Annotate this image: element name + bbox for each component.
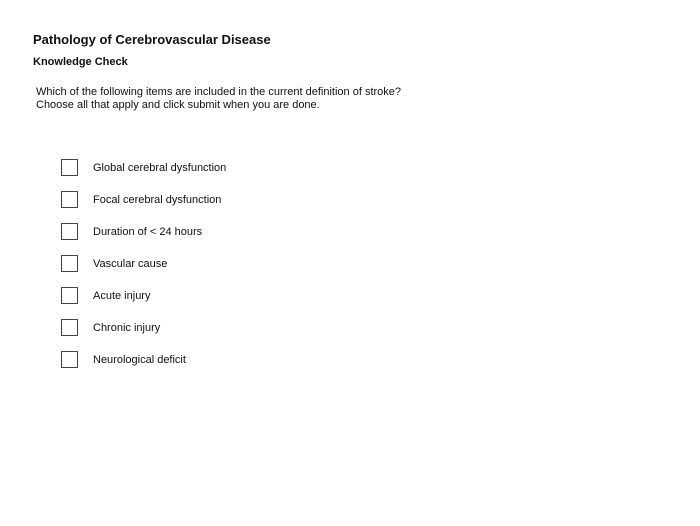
option-global-cerebral-dysfunction[interactable] — [61, 157, 226, 178]
checkbox[interactable] — [61, 351, 78, 368]
option-neurological-deficit[interactable] — [61, 349, 226, 370]
option-duration-under-24-hours[interactable] — [61, 221, 226, 242]
page-title: Pathology of Cerebrovascular Disease — [33, 32, 271, 47]
checkbox[interactable] — [61, 287, 78, 304]
option-label: Duration of < 24 hours — [93, 225, 203, 238]
question-text — [36, 86, 401, 112]
checkbox[interactable] — [61, 319, 78, 336]
option-label: Global cerebral dysfunction — [93, 161, 227, 174]
instruction-line: Choose all that apply and click submit when you are done. — [36, 99, 320, 111]
option-label: Chronic injury — [93, 321, 161, 334]
checkbox[interactable] — [61, 191, 78, 208]
option-acute-injury[interactable] — [61, 285, 226, 306]
option-label: Focal cerebral dysfunction — [93, 193, 222, 206]
option-chronic-injury[interactable] — [61, 317, 226, 338]
section-subtitle: Knowledge Check — [33, 56, 128, 68]
option-vascular-cause[interactable] — [61, 253, 226, 274]
answer-options-list — [61, 157, 226, 381]
option-label: Acute injury — [93, 289, 151, 302]
question-line: Which of the following items are included in the current definition of stroke? — [36, 86, 402, 98]
option-label: Neurological deficit — [93, 353, 186, 366]
checkbox[interactable] — [61, 159, 78, 176]
checkbox[interactable] — [61, 255, 78, 272]
option-focal-cerebral-dysfunction[interactable] — [61, 189, 226, 210]
checkbox[interactable] — [61, 223, 78, 240]
option-label: Vascular cause — [93, 257, 168, 270]
